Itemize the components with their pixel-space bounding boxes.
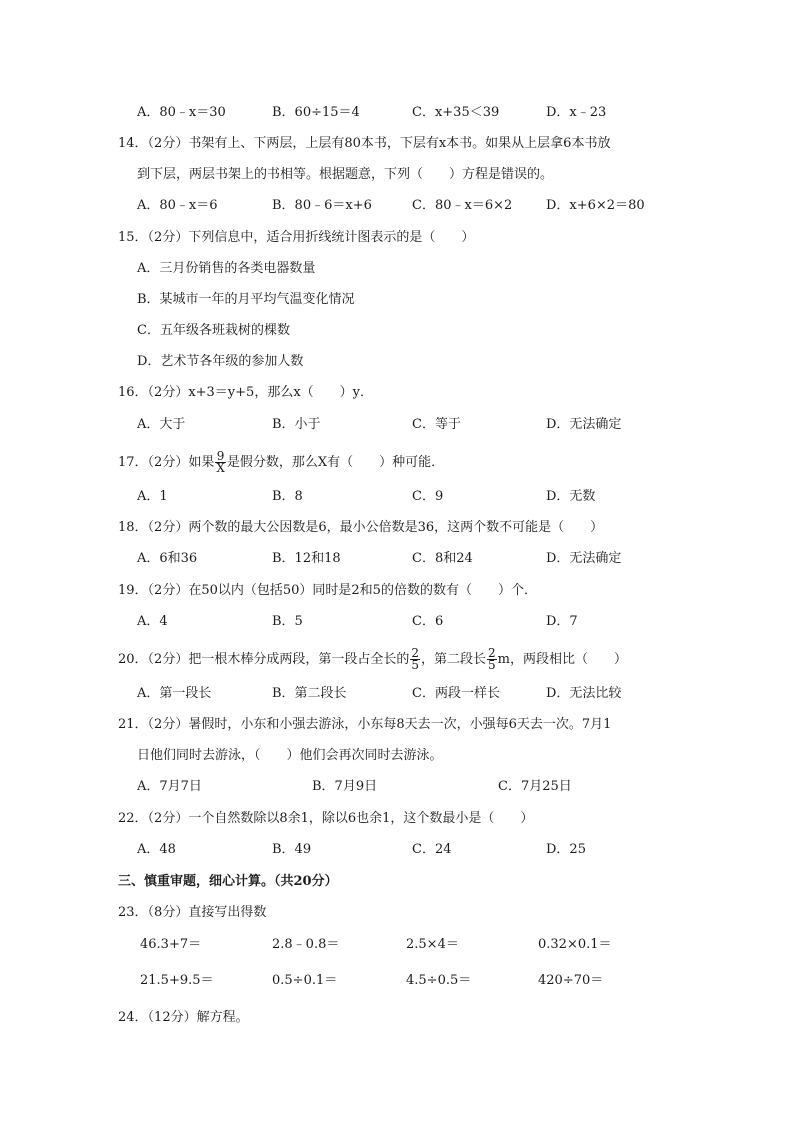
- q19-stem: 19．（2分）在50以内（包括50）同时是2和5的倍数的数有（ ）个．: [118, 583, 537, 598]
- q20-option-d: D．无法比较: [546, 686, 622, 701]
- q19-option-a: A．4: [137, 614, 168, 629]
- q21-stem-line1: 21．（2分）暑假时，小东和小强去游泳，小东每8天去一次，小强每6天去一次。7月1: [118, 717, 612, 732]
- q19-option-b: B．5: [272, 614, 303, 629]
- q20-stem-post: m，两段相比（ ）: [497, 652, 627, 667]
- q17-option-d: D．无数: [546, 489, 596, 504]
- q13-option-b: B．60÷15＝4: [272, 105, 360, 120]
- q21-option-b: B．7月9日: [312, 779, 378, 794]
- q15-option-d: D．艺术节各年级的参加人数: [137, 354, 304, 369]
- q18-option-b: B．12和18: [272, 551, 341, 566]
- q19-option-d: D．7: [546, 614, 578, 629]
- q23-r2-c4: 420÷70＝: [538, 973, 604, 988]
- q14-stem-line1: 14．（2分）书架有上、下两层，上层有80本书，下层有x本书。如果从上层拿6本书放: [118, 136, 611, 151]
- q17-fraction: [215, 451, 226, 474]
- q24-stem: 24．（12分）解方程。: [118, 1010, 249, 1025]
- q17-stem: [118, 451, 444, 474]
- q22-option-d: D．25: [546, 842, 586, 857]
- q22-option-a: A．48: [137, 842, 176, 857]
- q19-option-c: C．6: [412, 614, 444, 629]
- q14-option-b: B．80﹣6＝x+6: [272, 198, 372, 213]
- q17-option-c: C．9: [412, 489, 444, 504]
- q18-option-d: D．无法确定: [546, 551, 622, 566]
- q16-option-d: D．无法确定: [546, 417, 622, 432]
- q17-stem-pre: 17．（2分）如果: [118, 455, 215, 470]
- q17-fraction-numerator: 9: [216, 449, 225, 463]
- q14-stem-line2: 到下层，两层书架上的书相等。根据题意，下列（ ）方程是错误的。: [137, 167, 554, 182]
- q18-option-a: A．6和36: [137, 551, 198, 566]
- q20-stem-pre: 20．（2分）把一根木棒分成两段，第一段占全长的: [118, 652, 410, 667]
- q16-option-c: C．等于: [412, 417, 461, 432]
- q16-stem: 16．（2分）x+3＝y+5，那么x（ ）y．: [118, 385, 373, 400]
- q23-r2-c3: 4.5÷0.5＝: [406, 973, 472, 988]
- q20-fraction-2-denominator: 5: [487, 658, 496, 672]
- q20-fraction-1-denominator: 5: [411, 658, 419, 672]
- q15-stem: 15．（2分）下列信息中，适合用折线统计图表示的是（ ）: [118, 230, 475, 245]
- q16-option-a: A．大于: [137, 417, 186, 432]
- q15-option-c: C．五年级各班栽树的棵数: [137, 323, 290, 338]
- q23-r1-c1: 46.3+7＝: [140, 937, 202, 952]
- q20-option-c: C．两段一样长: [412, 686, 500, 701]
- q18-stem: 18．（2分）两个数的最大公因数是6，最小公倍数是36，这两个数不可能是（ ）: [118, 520, 604, 535]
- q15-option-b: B．某城市一年的月平均气温变化情况: [137, 292, 355, 307]
- q23-r1-c2: 2.8﹣0.8＝: [272, 937, 340, 952]
- q20-fraction-1: [410, 648, 420, 671]
- q15-option-a: A．三月份销售的各类电器数量: [137, 261, 316, 276]
- q17-option-a: A．1: [137, 489, 168, 504]
- q13-option-c: C．x+35＜39: [412, 105, 500, 120]
- q20-fraction-1-numerator: 2: [411, 646, 419, 660]
- q20-option-b: B．第二段长: [272, 686, 347, 701]
- q21-stem-line2: 日他们同时去游泳，（ ）他们会再次同时去游泳。: [137, 748, 443, 763]
- q20-stem-mid: ，第二段长: [420, 652, 486, 667]
- q13-option-d: D．x﹣23: [546, 105, 607, 120]
- q17-option-b: B．8: [272, 489, 303, 504]
- q20-fraction-2: [487, 648, 497, 671]
- q20-option-a: A．第一段长: [137, 686, 212, 701]
- q23-r2-c2: 0.5÷0.1＝: [272, 973, 338, 988]
- q22-option-b: B．49: [272, 842, 312, 857]
- q14-option-d: D．x+6×2＝80: [546, 198, 645, 213]
- q23-r1-c3: 2.5×4＝: [406, 937, 459, 952]
- q14-option-a: A．80﹣x＝6: [137, 198, 218, 213]
- q18-option-c: C．8和24: [412, 551, 473, 566]
- q16-option-b: B．小于: [272, 417, 321, 432]
- q21-option-a: A．7月7日: [137, 779, 202, 794]
- q20-fraction-2-numerator: 2: [487, 646, 496, 660]
- q22-stem: 22．（2分）一个自然数除以8余1，除以6也余1，这个数最小是（ ）: [118, 811, 534, 826]
- q23-r1-c4: 0.32×0.1＝: [538, 937, 612, 952]
- q14-option-c: C．80﹣x＝6×2: [412, 198, 513, 213]
- q17-fraction-denominator: X: [216, 461, 225, 475]
- q23-r2-c1: 21.5+9.5＝: [140, 973, 214, 988]
- q13-option-a: A．80﹣x＝30: [137, 105, 226, 120]
- q17-stem-post: 是假分数，那么X有（ ）种可能．: [226, 455, 445, 470]
- q23-stem: 23．（8分）直接写出得数: [118, 905, 267, 920]
- q20-stem: [118, 648, 627, 671]
- q22-option-c: C．24: [412, 842, 452, 857]
- q21-option-c: C．7月25日: [498, 779, 572, 794]
- section-3-title: 三、慎重审题，细心计算。（共20分）: [118, 874, 338, 889]
